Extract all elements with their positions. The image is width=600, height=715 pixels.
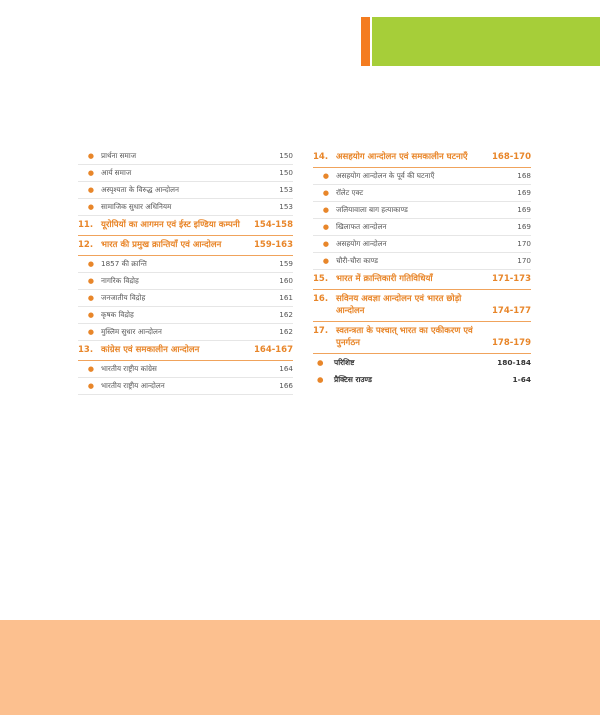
subtopic-page: 162 [279, 327, 293, 336]
extra-title: परिशिष्ट [334, 358, 355, 367]
chapter-number: 11. [78, 220, 94, 230]
toc-extra-row [313, 354, 531, 371]
toc-subtopic-row [78, 199, 293, 216]
chapter-title: यूरोपियों का आगमन एवं ईस्ट इण्डिया कम्पनी [101, 220, 240, 230]
subtopic-title: आर्य समाज [101, 168, 132, 177]
bullet-dot-icon: ● [322, 189, 329, 197]
subtopic-title: सामाजिक सुधार अधिनियम [101, 202, 172, 211]
bullet-dot-icon: ● [322, 206, 329, 214]
subtopic-page: 168 [517, 171, 531, 180]
chapter-pages: 159-163 [253, 240, 293, 250]
bullet-dot-icon: ● [87, 186, 94, 194]
bullet-dot-icon: ● [322, 223, 329, 231]
toc-extra-row [313, 371, 531, 388]
chapter-number: 13. [78, 345, 94, 355]
chapter-pages: 171-173 [491, 274, 531, 284]
toc-subtopic-row [78, 182, 293, 199]
subtopic-page: 166 [279, 381, 293, 390]
toc-subtopic-row [78, 273, 293, 290]
subtopic-page: 169 [517, 205, 531, 214]
chapter-pages: 154-158 [253, 220, 293, 230]
subtopic-page: 161 [279, 293, 293, 302]
toc-chapter-row [78, 341, 293, 361]
bullet-dot-icon: ● [87, 260, 94, 268]
bullet-dot-icon: ● [87, 152, 94, 160]
subtopic-title: खिलाफत आन्दोलन [336, 222, 387, 231]
subtopic-title: जनजातीय विद्रोह [101, 293, 146, 302]
chapter-title: कांग्रेस एवं समकालीन आन्दोलन [101, 345, 200, 355]
toc-subtopic-row [78, 165, 293, 182]
subtopic-title: चौरी-चौरा काण्ड [336, 256, 378, 265]
toc-subtopic-row [313, 236, 531, 253]
subtopic-page: 153 [279, 185, 293, 194]
toc-subtopic-row [78, 324, 293, 341]
chapter-pages: 168-170 [491, 152, 531, 162]
subtopic-page: 169 [517, 222, 531, 231]
chapter-title: भारत में क्रान्तिकारी गतिविधियाँ [336, 274, 433, 284]
bullet-dot-icon: ● [322, 240, 329, 248]
subtopic-title: कृषक विद्रोह [101, 310, 134, 319]
chapter-number: 12. [78, 240, 94, 250]
chapter-number: 14. [313, 152, 329, 162]
subtopic-title: 1857 की क्रान्ति [101, 259, 147, 268]
bullet-dot-icon: ● [317, 358, 324, 367]
bullet-dot-icon: ● [87, 294, 94, 302]
bullet-dot-icon: ● [322, 172, 329, 180]
subtopic-title: भारतीय राष्ट्रीय कांग्रेस [101, 364, 157, 373]
subtopic-title: जलियावाला बाग हत्याकाण्ड [336, 205, 408, 214]
bullet-dot-icon: ● [87, 203, 94, 211]
bullet-dot-icon: ● [87, 382, 94, 390]
toc-subtopic-row [313, 202, 531, 219]
toc-chapter-row [78, 236, 293, 256]
chapter-pages: 164-167 [253, 345, 293, 355]
subtopic-page: 170 [517, 256, 531, 265]
extra-title: प्रैक्टिस राउण्ड [334, 375, 372, 384]
subtopic-page: 169 [517, 188, 531, 197]
subtopic-page: 153 [279, 202, 293, 211]
subtopic-title: असहयोग आन्दोलन के पूर्व की घटनाएँ [336, 171, 435, 180]
subtopic-page: 170 [517, 239, 531, 248]
chapter-title: स्वतन्त्रता के पश्चात् भारत का एकीकरण एवं पुनर्गठन [336, 326, 473, 348]
subtopic-title: प्रार्थना समाज [101, 151, 137, 160]
chapter-title: असहयोग आन्दोलन एवं समकालीन घटनाएँ [336, 152, 468, 162]
header-accent-orange-bar [361, 17, 370, 66]
toc-subtopic-row [313, 185, 531, 202]
toc-subtopic-row [78, 378, 293, 395]
subtopic-title: असहयोग आन्दोलन [336, 239, 387, 248]
toc-chapter-row [313, 322, 531, 354]
subtopic-title: रॉलेट एक्ट [336, 188, 364, 197]
bullet-dot-icon: ● [87, 169, 94, 177]
subtopic-page: 159 [279, 259, 293, 268]
subtopic-title: अस्पृश्यता के विरुद्ध आन्दोलन [101, 185, 179, 194]
toc-subtopic-row [78, 290, 293, 307]
footer-band [0, 620, 600, 715]
chapter-pages: 178-179 [491, 338, 531, 348]
toc-subtopic-row [78, 148, 293, 165]
chapter-title: भारत की प्रमुख क्रान्तियाँ एवं आन्दोलन [101, 240, 222, 250]
chapter-number: 17. [313, 326, 329, 336]
toc-chapter-row [313, 270, 531, 290]
toc-left-column [78, 148, 293, 395]
toc-subtopic-row [78, 361, 293, 378]
subtopic-page: 150 [279, 151, 293, 160]
subtopic-title: मुस्लिम सुधार आन्दोलन [101, 327, 162, 336]
extra-pages: 1-64 [512, 375, 531, 384]
toc-right-column [313, 148, 531, 388]
subtopic-title: नागरिक विद्रोह [101, 276, 139, 285]
toc-chapter-row [78, 216, 293, 236]
bullet-dot-icon: ● [322, 257, 329, 265]
bullet-dot-icon: ● [87, 277, 94, 285]
subtopic-page: 164 [279, 364, 293, 373]
bullet-dot-icon: ● [87, 328, 94, 336]
chapter-number: 16. [313, 294, 329, 304]
toc-subtopic-row [313, 219, 531, 236]
header-accent-green-bar [372, 17, 600, 66]
toc-subtopic-row [78, 256, 293, 273]
bullet-dot-icon: ● [87, 311, 94, 319]
toc-subtopic-row [313, 253, 531, 270]
chapter-pages: 174-177 [491, 306, 531, 316]
subtopic-page: 150 [279, 168, 293, 177]
subtopic-page: 162 [279, 310, 293, 319]
bullet-dot-icon: ● [87, 365, 94, 373]
toc-subtopic-row [78, 307, 293, 324]
toc-subtopic-row [313, 168, 531, 185]
toc-chapter-row [313, 148, 531, 168]
toc-chapter-row [313, 290, 531, 322]
extra-pages: 180-184 [497, 358, 531, 367]
bullet-dot-icon: ● [317, 375, 324, 384]
subtopic-title: भारतीय राष्ट्रीय आन्दोलन [101, 381, 165, 390]
subtopic-page: 160 [279, 276, 293, 285]
chapter-number: 15. [313, 274, 329, 284]
chapter-title: सविनय अवज्ञा आन्दोलन एवं भारत छोड़ो आन्दोलन [336, 294, 462, 316]
